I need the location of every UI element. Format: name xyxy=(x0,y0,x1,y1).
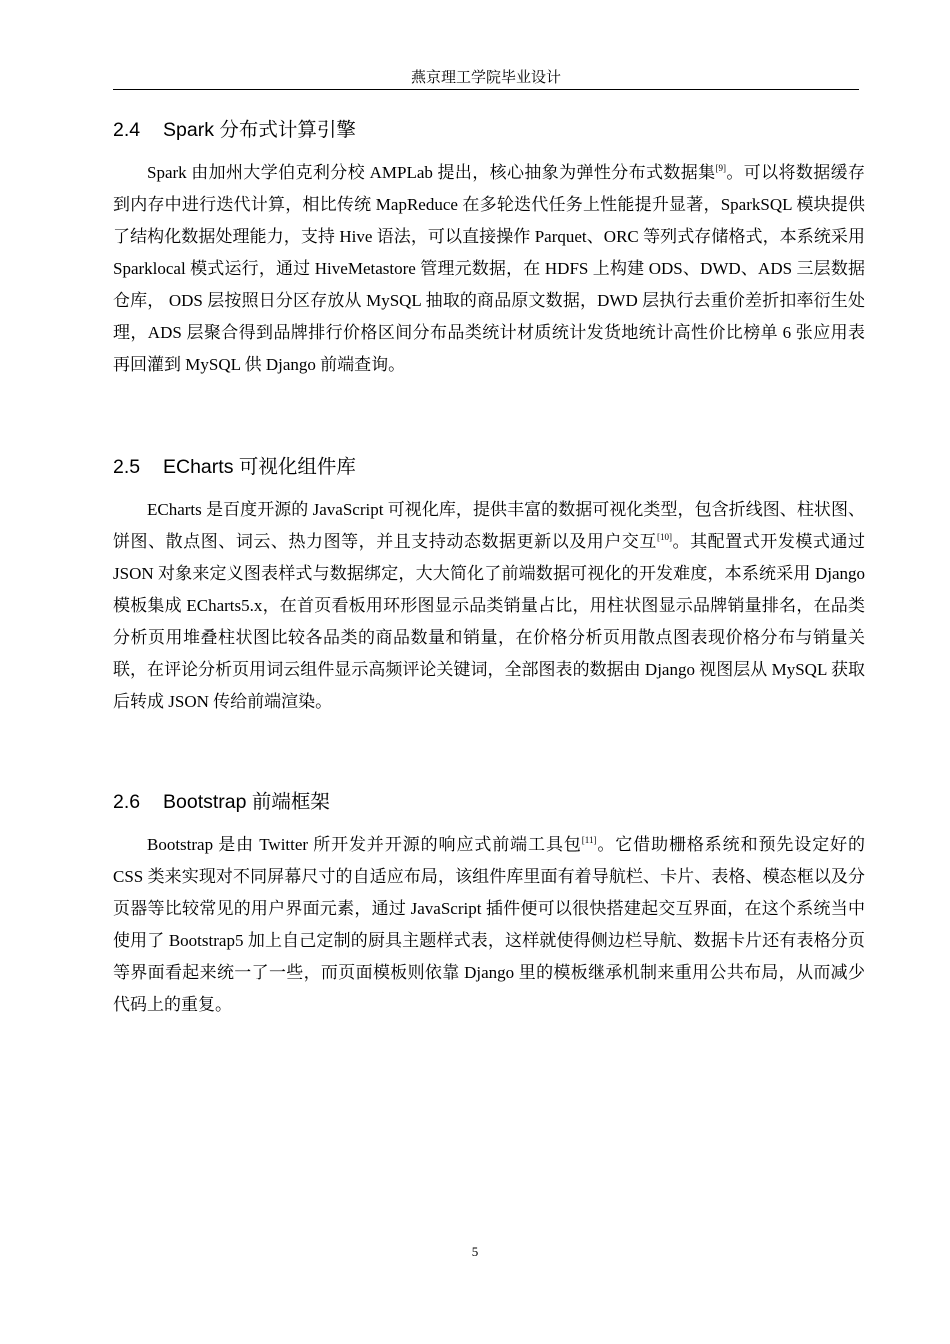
section-number: 2.4 xyxy=(113,119,141,141)
section-title: ECharts 可视化组件库 xyxy=(163,456,356,478)
paragraph-text: Bootstrap 是由 Twitter 所开发并开源的响应式前端工具包 xyxy=(147,835,582,854)
page-number: 5 xyxy=(471,1244,479,1259)
citation-ref: [9] xyxy=(715,163,727,173)
paragraph-text: 。其配置式开发模式通过 JSON 对象来定义图表样式与数据绑定，大大简化了前端数据可视化的开发难度，本系统采用 Django 模板集成 ECharts5.x，在首页看板用环形图显示品类销量占比，用柱状图显示品牌销量排名，在品类分析页用堆叠柱状图比较各品类的商品数量和销量，在价格分析页用散点图表现价格分布与销量关联，在评论分析页用词云组件显示高频评论关键词，全部图表的数据由 Django 视图层从 MySQL 获取后转成 JSON 传给前端渲染。 xyxy=(113,532,866,711)
section-title: Spark 分布式计算引擎 xyxy=(163,119,356,141)
paragraph-text: 。可以将数据缓存到内存中进行迭代计算，相比传统 MapReduce 在多轮迭代任务上性能提升显著，SparkSQL 模块提供了结构化数据处理能力，支持 Hive 语法，可以直接操作 Parquet、ORC 等列式存储格式，本系统采用 Sparklocal 模式运行，通过 HiveMetastore 管理元数据，在 HDFS 上构建 ODS、DWD、ADS 三层数据仓库， ODS 层按照日分区存放从 MySQL 抽取的商品原文数据，DWD 层执行去重价差折扣率衍生处理，ADS 层聚合得到品牌排行价格区间分布品类统计材质统计发货地统计高性价比榜单 6 张应用表再回灌到 MySQL 供 Django 前端查询。 xyxy=(113,163,866,374)
citation-ref: [10] xyxy=(656,532,672,542)
paragraph-text: 。它借助栅格系统和预先设定好的 CSS 类来实现对不同屏幕尺寸的自适应布局，该组件库里面有着导航栏、卡片、表格、模态框以及分页器等比较常见的用户界面元素，通过 JavaScript 插件便可以很快搭建起交互界面，在这个系统当中使用了 Bootstrap5 加上自己定制的厨具主题样式表，这样就使得侧边栏导航、数据卡片还有表格分页等界面看起来统一了一些，而页面模板则依靠 Django 里的模板继承机制来重用公共布局，从而减少代码上的重复。 xyxy=(113,835,865,1014)
section-paragraph xyxy=(113,157,865,381)
section-number: 2.5 xyxy=(113,456,141,478)
section-2-6 xyxy=(113,789,865,1021)
citation-ref: [11] xyxy=(581,835,597,845)
section-number: 2.6 xyxy=(113,791,141,813)
section-heading xyxy=(113,117,865,143)
paragraph-text: Spark 由加州大学伯克利分校 AMPLab 提出，核心抽象为弹性分布式数据集 xyxy=(147,163,716,182)
section-2-5 xyxy=(113,454,865,718)
page-header: 燕京理工学院毕业设计 xyxy=(410,70,561,86)
header-rule xyxy=(113,89,859,90)
section-title: Bootstrap 前端框架 xyxy=(163,791,330,813)
paragraph-text: ECharts 是百度开源的 JavaScript 可视化库，提供丰富的数据可视化类型，包含折线图、柱状图、饼图、散点图、词云、热力图等，并且支持动态数据更新以及用户交互 xyxy=(113,500,865,551)
section-2-4 xyxy=(113,117,865,381)
section-heading xyxy=(113,789,865,815)
section-paragraph xyxy=(113,829,865,1021)
section-paragraph xyxy=(113,494,865,718)
section-heading xyxy=(113,454,865,480)
